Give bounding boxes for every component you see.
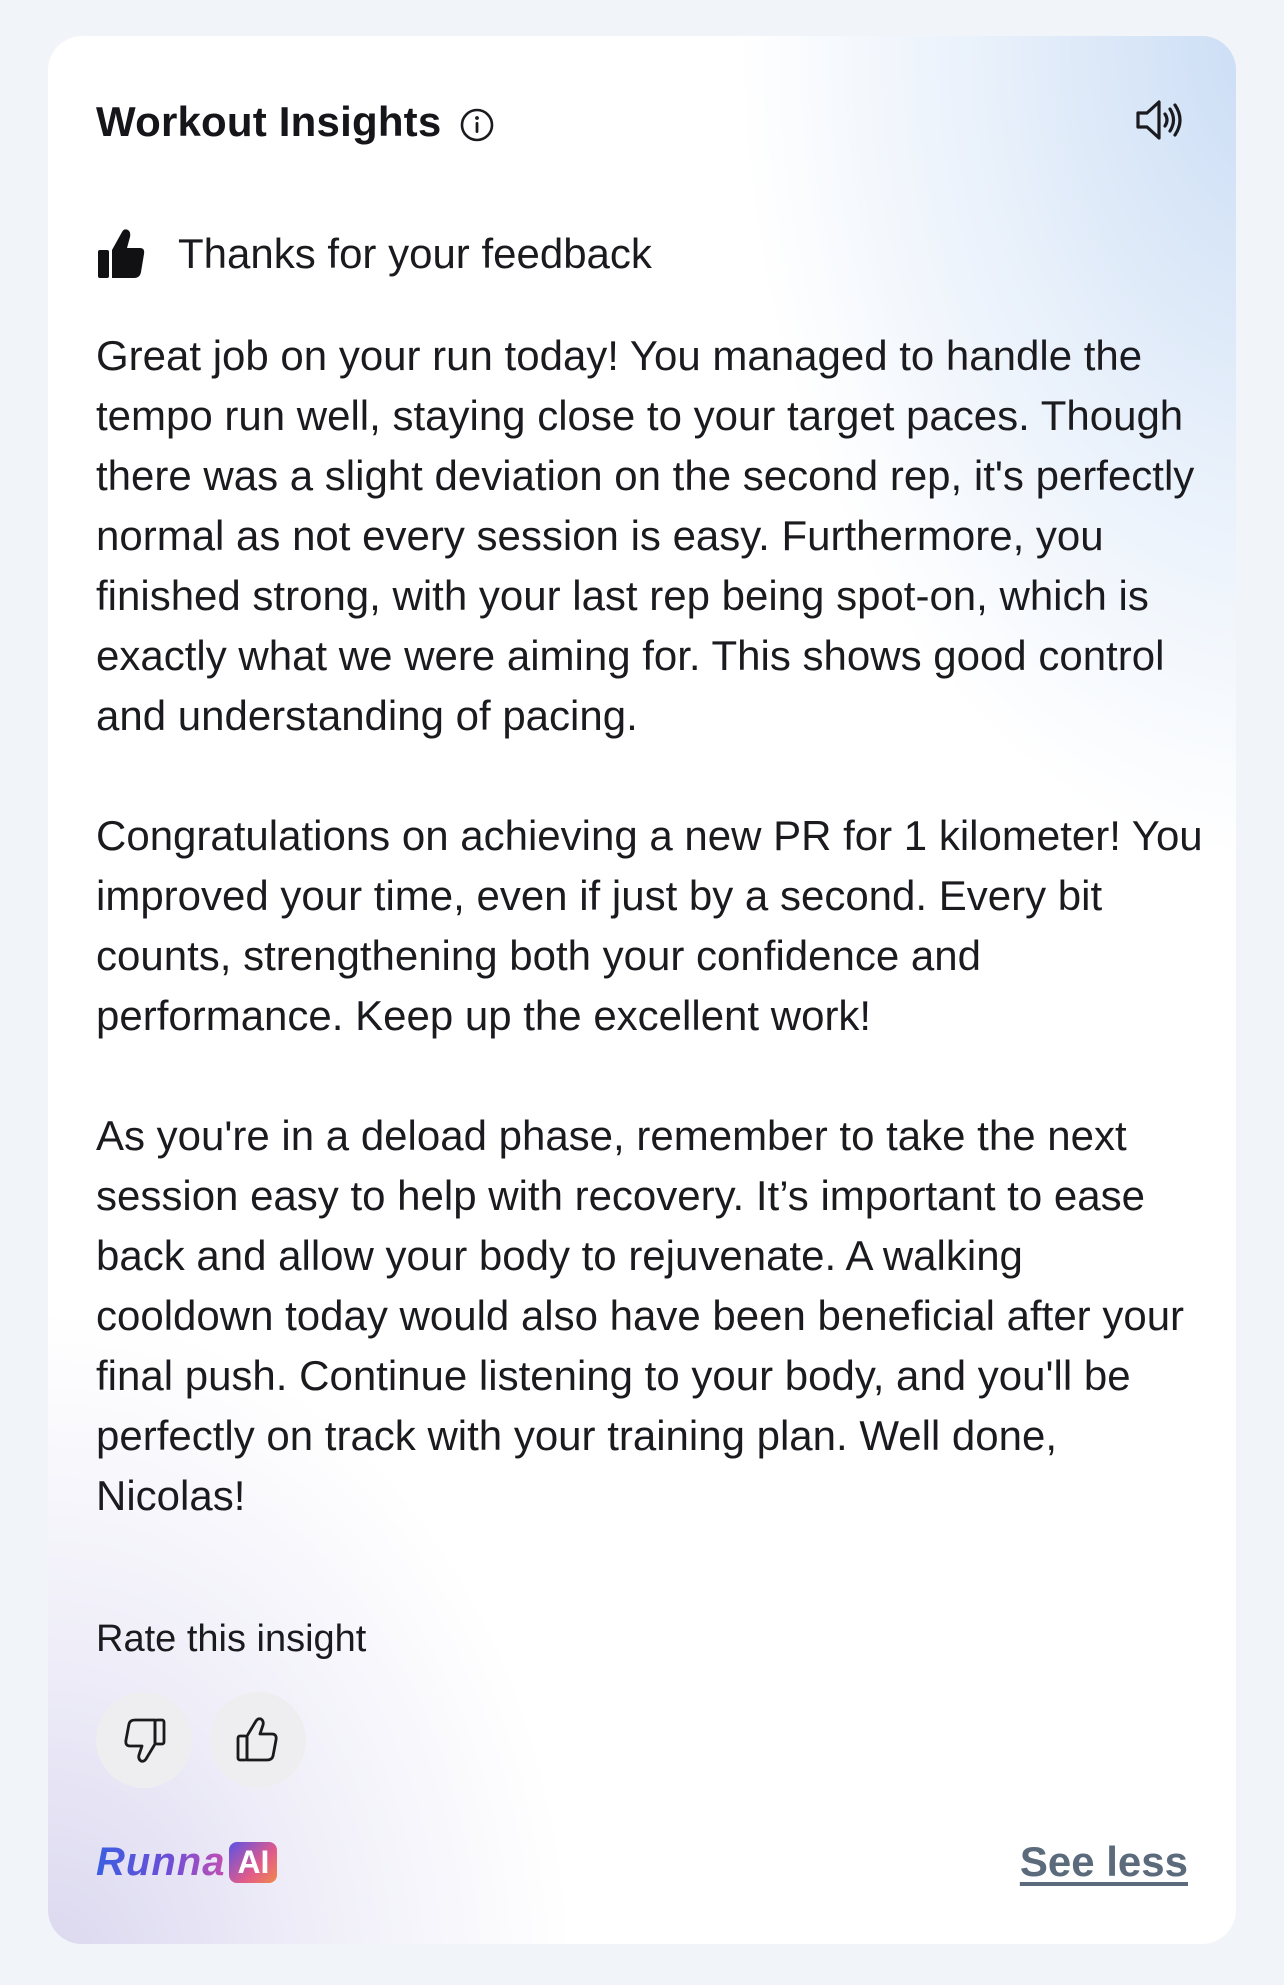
insight-paragraph: Great job on your run today! You managed to handle the tempo run well, staying close to your target paces. Though there was a slight deviation on the second rep, it's perfectly normal as not every session is easy. Furthermore, you finished strong, with your last rep being spot-on, which is exactly what we were aiming for. This shows good control and understanding of pacing. (96, 332, 1195, 739)
feedback-text: Thanks for your feedback (178, 230, 652, 277)
feedback-confirmation (96, 226, 652, 282)
workout-insights-card (48, 36, 1236, 1944)
thumbs-down-button[interactable] (96, 1692, 192, 1788)
thumbs-up-icon (232, 1714, 284, 1766)
brand-logo (96, 1840, 277, 1885)
thumbs-down-icon (118, 1714, 170, 1766)
insight-paragraph: As you're in a deload phase, remember to take the next session easy to help with recovery. It’s important to ease back and allow your body to rejuvenate. A walking cooldown today would also have been beneficial after your final push. Continue listening to your body, and you'll be perfectly on track with your training plan. Well done, Nicolas! (96, 1112, 1185, 1519)
info-icon[interactable] (459, 107, 495, 143)
thumbs-up-icon (96, 226, 146, 282)
brand-name: Runna (96, 1839, 226, 1884)
insight-paragraph: Congratulations on achieving a new PR for 1 kilometer! You improved your time, even if just by a second. Every bit counts, strengthening both your confidence and performance. Keep up the excellent work! (96, 812, 1203, 1039)
insight-body (96, 326, 1206, 1526)
speaker-icon[interactable] (1134, 96, 1188, 144)
rate-label: Rate this insight (96, 1618, 367, 1660)
card-footer (96, 1832, 1188, 1892)
card-header (96, 90, 1188, 154)
rating-buttons (96, 1692, 306, 1788)
brand-ai-badge: AI (229, 1842, 277, 1883)
thumbs-up-button[interactable] (210, 1692, 306, 1788)
see-less-link[interactable]: See less (1019, 1838, 1188, 1885)
card-title: Workout Insights (96, 98, 442, 145)
